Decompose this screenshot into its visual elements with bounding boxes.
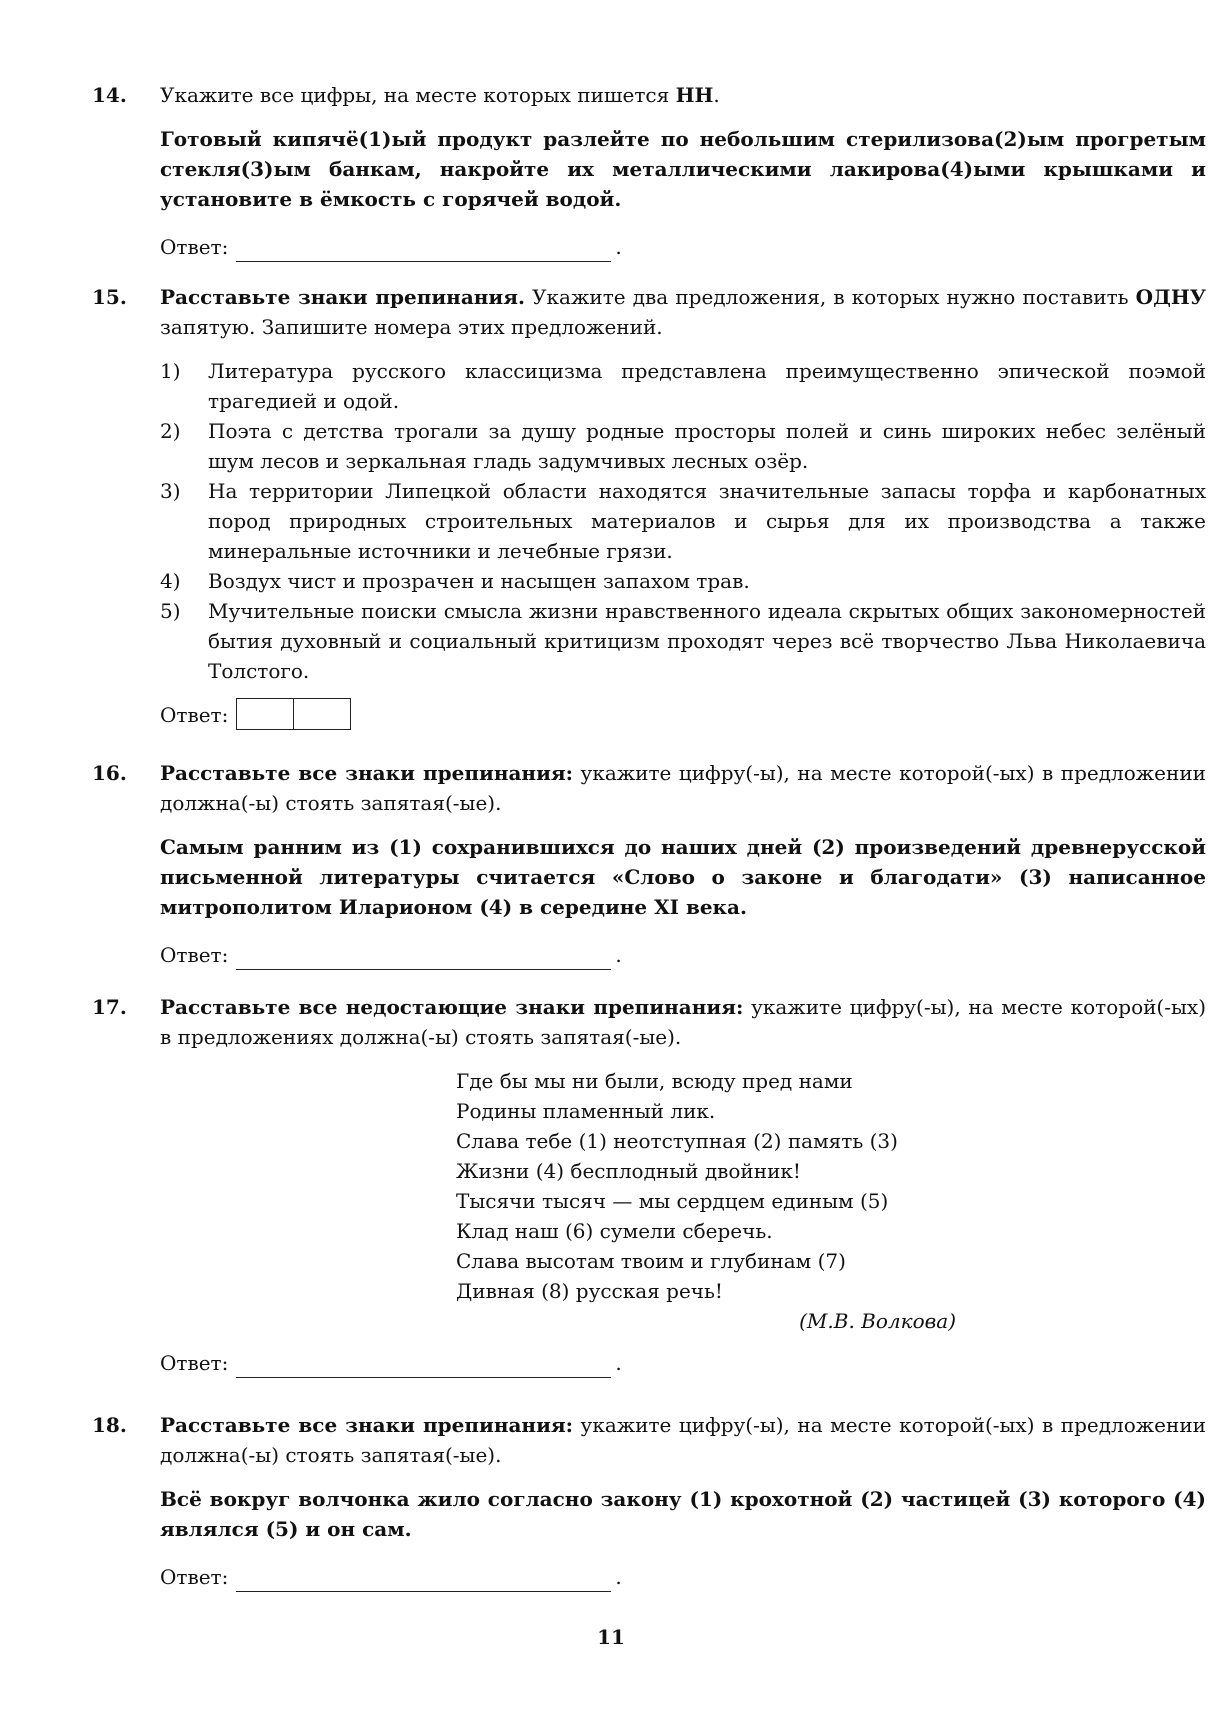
answer-field[interactable] [236, 1569, 611, 1592]
task-instruction: Расставьте знаки препинания. Укажите два предложения, в которых нужно поставить ОДНУ запятую. Запишите номера этих предложений. [160, 285, 1206, 339]
answer-row: Ответ: . [160, 1562, 1206, 1592]
task-number: 17. [92, 995, 127, 1019]
task-number: 15. [92, 285, 127, 309]
task-14 [92, 80, 1206, 262]
task-instruction: Расставьте все недостающие знаки препинания: укажите цифру(-ы), на месте которой(-ых) в предложениях должна(-ы) стоять запятая(-ые). [160, 995, 1206, 1049]
task-text: Всё вокруг волчонка жило согласно закону (1) крохотной (2) частицей (3) которого (4) являлся (5) и он сам. [160, 1487, 1206, 1541]
task-instruction: Расставьте все знаки препинания: укажите цифру(-ы), на месте которой(-ых) в предложении должна(-ы) стоять запятая(-ые). [160, 761, 1206, 815]
list-item: 2) Поэта с детства трогали за душу родные просторы полей и синь широких небес зелёный шум лесов и зеркальная гладь задумчивых лесных озёр. [160, 419, 1206, 473]
answer-row: Ответ: . [160, 940, 1206, 970]
poem-line: Дивная (8) русская речь! [456, 1279, 723, 1303]
task-instruction: Расставьте все знаки препинания: укажите цифру(-ы), на месте которой(-ых) в предложении должна(-ы) стоять запятая(-ые). [160, 1413, 1206, 1467]
answer-label: Ответ: [160, 703, 229, 727]
poem-line: Жизни (4) бесплодный двойник! [456, 1159, 801, 1183]
list-item: 5) Мучительные поиски смысла жизни нравственного идеала скрытых общих закономерностей бытия духовный и социальный критицизм проходят через всё творчество Льва Николаевича Толстого. [160, 599, 1206, 683]
answer-label: Ответ: [160, 943, 229, 967]
answer-row: Ответ: . [160, 232, 1206, 262]
answer-boxes [236, 698, 351, 730]
answer-field[interactable] [236, 239, 611, 262]
list-item: 4) Воздух чист и прозрачен и насыщен запахом трав. [160, 569, 750, 593]
task-text: Самым ранним из (1) сохранившихся до наших дней (2) произведений древнерусской письменной литературы считается «Слово о законе и благодати» (3) написанное митрополитом Иларионом (4) в середине XI века. [160, 835, 1206, 919]
answer-row: Ответ: . [160, 1348, 1206, 1378]
task-16 [92, 758, 1206, 970]
list-item: 1) Литература русского классицизма представлена преимущественно эпической поэмой трагедией и одой. [160, 359, 1206, 413]
poem-line: Клад наш (6) сумели сберечь. [456, 1219, 773, 1243]
poem-line: Где бы мы ни были, всюду пред нами [456, 1069, 853, 1093]
poem-line: Слава высотам твоим и глубинам (7) [456, 1249, 846, 1273]
answer-row [160, 700, 1206, 730]
task-number: 16. [92, 761, 127, 785]
poem [456, 1066, 956, 1336]
poem-line: Тысячи тысяч — мы сердцем единым (5) [456, 1189, 889, 1213]
poem-line: Слава тебе (1) неотступная (2) память (3) [456, 1129, 898, 1153]
task-number: 18. [92, 1413, 127, 1437]
task-text: Готовый кипячё(1)ый продукт разлейте по небольшим стерилизова(2)ым прогретым стекля(3)ым банкам, накройте их металлическими лакирова(4)ыми крышками и установите в ёмкость с горячей водой. [160, 127, 1206, 211]
task-instruction: Укажите все цифры, на месте которых пишется НН. [160, 83, 720, 107]
task-15 [92, 282, 1206, 730]
page-number: 11 [597, 1625, 625, 1649]
task-17 [92, 992, 1206, 1378]
task-number: 14. [92, 83, 127, 107]
task-18 [92, 1410, 1206, 1592]
answer-label: Ответ: [160, 1565, 229, 1589]
answer-box[interactable] [293, 699, 350, 729]
answer-label: Ответ: [160, 235, 229, 259]
answer-field[interactable] [236, 947, 611, 970]
poem-author: (М.В. Волкова) [799, 1309, 956, 1333]
sentence-list [160, 356, 1206, 686]
answer-box[interactable] [237, 699, 293, 729]
poem-line: Родины пламенный лик. [456, 1099, 716, 1123]
answer-field[interactable] [236, 1355, 611, 1378]
answer-label: Ответ: [160, 1351, 229, 1375]
list-item: 3) На территории Липецкой области находятся значительные запасы торфа и карбонатных пород природных строительных материалов и сырья для их производства а также минеральные источники и лечебные грязи. [160, 479, 1206, 563]
